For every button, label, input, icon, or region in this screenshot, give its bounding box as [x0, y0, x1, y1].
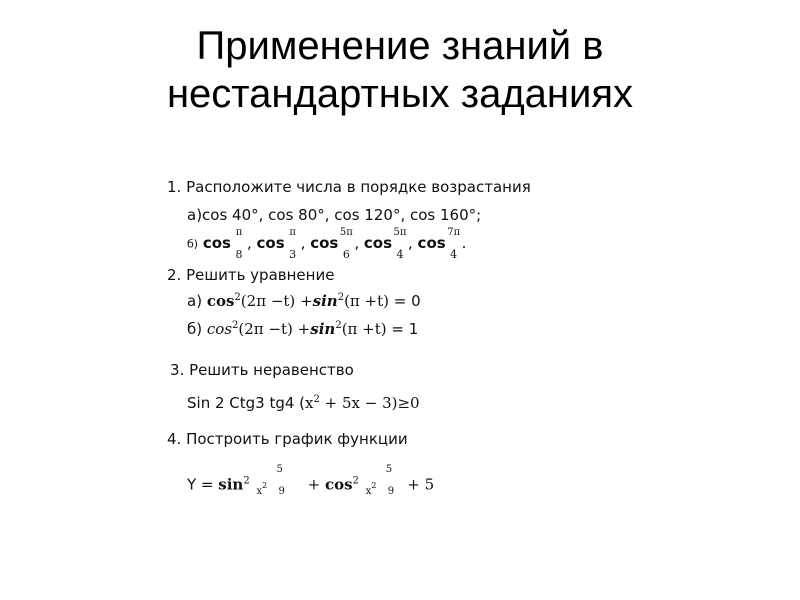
denominator: 9: [387, 486, 395, 497]
variable-x: x: [305, 394, 314, 412]
fraction: [232, 227, 246, 261]
cos-term: cos: [206, 320, 233, 338]
constant-term: + 5: [407, 475, 435, 494]
cos-fraction-item: [256, 227, 311, 261]
task-4-heading: 4. Построить график функции: [167, 430, 408, 448]
fraction-denominator: 3: [289, 248, 297, 261]
task-1-b-items: [202, 227, 467, 261]
fraction-denominator: 6: [342, 248, 350, 261]
sin-term: sin: [312, 292, 338, 310]
task-4-expr: [187, 464, 435, 500]
task-1-b: [187, 227, 467, 261]
page-title: [0, 22, 800, 118]
cos-fraction-item: [202, 227, 257, 261]
task-1-a: а)cos 40°, cos 80°, cos 120°, cos 160°;: [187, 206, 482, 224]
plus-sign: +: [297, 320, 311, 338]
task-1-heading: 1. Расположите числа в порядке возрастания: [167, 178, 531, 196]
denominator: 9: [278, 486, 285, 497]
cos-fraction-item: [310, 227, 364, 261]
fraction: [393, 227, 407, 261]
fraction-numerator: 5π: [339, 227, 353, 238]
x-letter: x: [365, 486, 372, 497]
separator: ,: [408, 233, 418, 252]
fraction-denominator: 8: [235, 248, 243, 261]
power: 2: [313, 394, 320, 405]
task-2-a: [187, 292, 421, 310]
power: 2: [262, 481, 268, 490]
fraction-numerator: 5π: [393, 227, 407, 238]
task-2-a-expr: [207, 292, 394, 310]
fraction: [286, 227, 300, 261]
x-letter: x: [256, 486, 263, 497]
separator: ,: [300, 233, 311, 252]
fraction: [447, 227, 461, 261]
sin-term: sin: [310, 320, 336, 338]
fraction-denominator: 4: [396, 248, 404, 261]
separator: ,: [354, 233, 364, 252]
argument-1: (2π −t): [240, 292, 296, 310]
cos-term: cos: [324, 475, 353, 494]
task-3-heading: 3. Решить неравенство: [170, 361, 354, 379]
power: 2: [352, 475, 359, 487]
cos-function: cos: [363, 233, 392, 252]
fraction-denominator: 4: [450, 248, 458, 261]
cos-term: cos: [206, 292, 235, 310]
task-3-expr: [187, 394, 420, 412]
plus-sign: +: [307, 475, 321, 494]
task-2-a-label: а): [187, 292, 203, 310]
fraction-numerator: 7π: [447, 227, 461, 238]
cos-function: cos: [310, 233, 339, 252]
power: 2: [337, 292, 345, 303]
inequality-rest: + 5x − 3)≥0: [319, 394, 420, 412]
task-2-a-rhs: = 0: [393, 292, 421, 310]
fraction-stack-1: [255, 464, 289, 500]
numerator: 5: [276, 464, 283, 475]
power: 2: [371, 481, 377, 490]
inequality-prefix: Sin 2 Ctg3 tg4 (: [187, 394, 306, 412]
x-squared: [365, 481, 377, 497]
separator: ,: [246, 233, 257, 252]
cos-function: cos: [256, 233, 285, 252]
function-y: Y =: [187, 475, 219, 494]
separator: .: [461, 233, 467, 252]
title-line-1: Применение знаний в: [196, 24, 604, 68]
power: 2: [234, 292, 241, 303]
task-2-b-rhs: = 1: [391, 320, 419, 338]
fraction-numerator: π: [235, 227, 243, 238]
x-squared: [256, 481, 268, 497]
cos-fraction-item: [363, 227, 418, 261]
task-2-b-expr: [207, 320, 392, 338]
power: 2: [335, 320, 342, 331]
argument-2: (π +t): [341, 320, 387, 338]
argument-2: (π +t): [344, 292, 390, 310]
task-2-heading: 2. Решить уравнение: [167, 266, 335, 284]
fraction-stack-2: [364, 464, 398, 500]
title-line-2: нестандартных заданиях: [166, 72, 634, 116]
cos-function: cos: [202, 233, 231, 252]
power: 2: [232, 320, 239, 331]
fraction: [339, 227, 353, 261]
cos-fraction-item: [417, 227, 467, 261]
sin-term: sin: [218, 475, 244, 494]
numerator: 5: [385, 464, 393, 475]
task-2-b: [187, 320, 418, 338]
argument-1: (2π −t): [238, 320, 293, 338]
cos-function: cos: [417, 233, 446, 252]
plus-sign: +: [300, 292, 313, 310]
fraction-numerator: π: [289, 227, 296, 238]
power: 2: [243, 475, 250, 487]
task-2-b-label: б): [187, 320, 203, 338]
task-1-b-label: б): [187, 237, 199, 251]
